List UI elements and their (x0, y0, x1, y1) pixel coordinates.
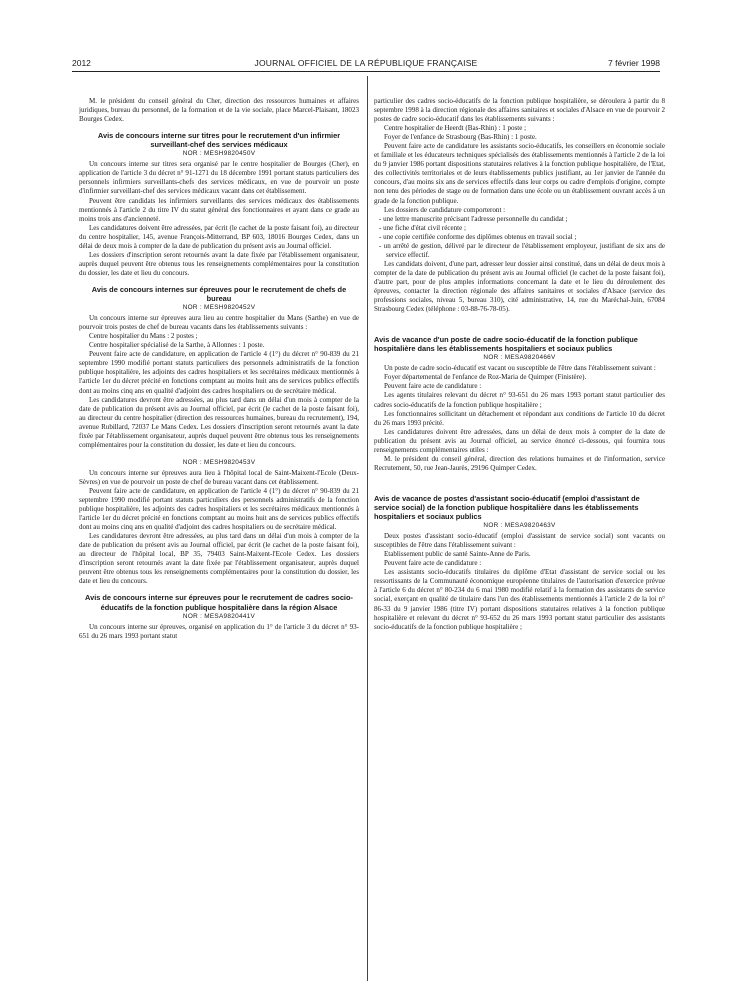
nor-reference: NOR : MESA9820466V (483, 354, 556, 362)
section-spacer (374, 473, 665, 487)
nor-reference: NOR : MESA9820441V (182, 612, 256, 620)
notice-paragraph: Les assistants socio-éducatifs titulaires du diplôme d'Etat d'assistant de service social ou les ressortissants de la Communauté économique européenne titulaires de l'autorisation d'exercice prévue à l'article 6 du décret n° 80-234 du 6 mai 1980 modifié relatif à la formation des assistants de service social, exerçant en qualité de titulaire dans l'un des établissements mentionnés à l'article 2 de la loi n° 86-33 du 9 janvier 1986 (titre IV) portant dispositions statutaires relatives à la fonction publique hospitalière et relevant du décret n° 93-652 du 26 mars 1993 portant statut particulier des assistants socio-éducatifs de la fonction publique hospitalière ; (374, 568, 665, 631)
list-item: - une copie certifiée conforme des diplômes obtenus en travail social ; (379, 232, 577, 241)
continuation-paragraph: particulier des cadres socio-éducatifs de la fonction publique hospitalière, se déroulera à partir du 8 septembre 1998 à la direction régionale des affaires sanitaires et sociales d'Alsace en vue de pourvoir 2 postes de cadre socio-éducatif dans les établissements suivants : (374, 97, 665, 124)
header-rule (72, 71, 660, 72)
notice-paragraph: Un concours interne sur épreuves, organisé en application du 1° de l'article 3 du décret n° 93-651 du 26 mars 1993 portant statut (79, 622, 359, 640)
list-item: - une lettre manuscrite précisant l'adresse personnelle du candidat ; (379, 214, 568, 223)
running-head (72, 58, 660, 72)
continuation-paragraph: Foyer de l'enfance de Strasbourg (Bas-Rhin) : 1 poste. (384, 133, 537, 142)
intro-paragraph: M. le président du conseil général du Cher, direction des ressources humaines et affaires juridiques, bureau du personnel, de la formation et de la vie sociale, place Marcel-Plaisant, 18023 Bourges Cedex. (79, 97, 359, 124)
notice-paragraph: Les candidatures doivent être adressées, dans un délai de deux mois à compter de la date de publication du présent avis au Journal officiel, au service énoncé ci-dessous, qui fournira tous renseignements complémentaires utiles : (374, 427, 665, 454)
notice-paragraph: Centre hospitalier spécialisé de la Sarthe, à Allonnes : 1 poste. (89, 341, 265, 350)
notice-paragraph: Un poste de cadre socio-éducatif est vacant ou susceptible de l'être dans l'établissement suivant : (384, 364, 656, 373)
closing-paragraph: Les candidats doivent, d'une part, adresser leur dossier ainsi constitué, dans un délai de deux mois à compter de la date de publication du présent avis au Journal officiel (le cachet de la poste faisant foi), d'autre part, pour de plus amples informations concernant la date et le lieu du déroulement des épreuves, contacter la direction régionale des affaires sanitaires et sociales d'Alsace (service des professions sociales, niveau 5, bureau 310), cité administrative, 14, rue du Maréchal-Juin, 67084 Strasbourg Cedex (téléphone : 03-88-76-78-05). (374, 259, 665, 314)
notice-title: Avis de vacance de postes d'assistant socio-éducatif (emploi d'assistant de service social) de la fonction publique hospitalière dans les établissements hospitaliers et sociaux publics (374, 493, 640, 522)
notice-paragraph: Les candidatures devront être adressées, au plus tard dans un délai d'un mois à compter de la date de publication du présent avis au Journal officiel, par écrit (le cachet de la poste faisant foi), au directeur de l'hôpital local, BP 35, 79403 Saint-Maixent-l'Ecole Cedex. Les dossiers d'inscription seront retournés avant la date fixée par l'établissement organisateur, auprès duquel peuvent être obtenus tous les renseignements complémentaires pour la constitution du dossier, les date et lieu du concours. (79, 532, 359, 586)
notice-paragraph: Deux postes d'assistant socio-éducatif (emploi d'assistant de service social) sont vacants ou susceptibles de l'être dans l'établissement suivant : (374, 532, 665, 550)
notice-paragraph: Peuvent faire acte de candidature : (384, 382, 482, 391)
notice-paragraph: M. le président du conseil général, direction des relations humaines et de l'information, service Recrutement, 50, rue Jean-Jaurès, 29196 Quimper Cedex. (374, 454, 665, 472)
issue-date: 7 février 1998 (608, 58, 660, 68)
notice-paragraph: Les candidatures doivent être adressées, par écrit (le cachet de la poste faisant foi), au directeur du centre hospitalier, 145, avenue François-Mitterrand, BP 603, 18016 Bourges Cedex, dans un délai de deux mois à compter de la date de publication du présent avis au Journal officiel. (79, 223, 359, 250)
notice-paragraph: Peuvent faire acte de candidature, en application de l'article 4 (1°) du décret n° 90-839 du 21 septembre 1990 modifié portant statuts particuliers des personnels administratifs de la fonction publique hospitalière, les adjoints des cadres hospitaliers et les secrétaires médicaux mentionnés à l'article 1er du décret précité en fonctions comptant au moins huit ans de services publics effectifs dont au moins cinq ans en qualité d'adjoint des cadres hospitaliers ou de secrétaire médical. (79, 350, 359, 395)
nor-reference: NOR : MESH9820452V (182, 304, 256, 312)
continuation-paragraph: Centre hospitalier de Heerdt (Bas-Rhin) : 1 poste ; (384, 124, 527, 133)
notice-paragraph: Un concours interne sur titres sera organisé par le centre hospitalier de Bourges (Cher), en application de l'article 3 du décret n° 91-1271 du 18 décembre 1991 portant statuts particuliers des personnels infirmiers surveillants-chefs des services médicaux, en vue de pourvoir un poste d'infirmier surveillant-chef des services médicaux vacant dans cet établissement. (79, 160, 359, 196)
page-number: 2012 (72, 58, 91, 68)
nor-reference: NOR : MESH9820453V (182, 458, 256, 466)
right-column (374, 97, 665, 990)
notice-title: Avis de vacance d'un poste de cadre socio-éducatif de la fonction publique hospitalière dans les établissements hospitaliers et sociaux publics (374, 335, 638, 354)
notice-paragraph: Les fonctionnaires sollicitant un détachement et répondant aux conditions de l'article 10 du décret du 26 mars 1993 précité. (374, 409, 665, 427)
list-item: - une fiche d'état civil récente ; (379, 223, 466, 232)
notice-title: Avis de concours interne sur titres pour le recrutement d'un infirmier surveillant-chef des services médicaux (97, 131, 341, 150)
continuation-paragraph: Les dossiers de candidature comporteront : (384, 205, 506, 214)
notice-paragraph: Les agents titulaires relevant du décret n° 93-651 du 26 mars 1993 portant statut particulier des cadres socio-éducatifs de la fonction publique hospitalière ; (374, 391, 665, 409)
nor-reference: NOR : MESH9820450V (182, 150, 256, 158)
notice-paragraph: Les candidatures devront être adressées, au plus tard dans un délai d'un mois à compter de la date de publication du présent avis au Journal officiel, par écrit (le cachet de la poste faisant foi), au directeur du centre hospitalier (direction des ressources humaines, bureau du recrutement), 194, avenue Rubillard, 72037 Le Mans Cedex. Les dossiers d'inscription seront retournés avant la date fixée par l'établissement organisateur, auprès duquel peuvent être obtenus tous les renseignements complémentaires pour la constitution du dossier, les date et lieu du concours. (79, 395, 359, 449)
continuation-paragraph: Peuvent faire acte de candidature les assistants socio-éducatifs, les conseillers en économie sociale et familiale et les éducateurs techniques spécialisés des établissements mentionnés à l'article 2 de la loi du 9 janvier 1986 portant dispositions statutaires relatives à la fonction publique hospitalière, de l'Etat, des collectivités territoriales et de leurs établissements publics justifiant, au 1er janvier de l'année du concours, d'au moins six ans de services effectifs dans leur corps ou cadre d'emplois d'origine, compte non tenu des périodes de stage ou de formation dans une école ou un établissement ouvrant accès à un grade de la fonction publique. (374, 142, 665, 205)
notice-paragraph: Peuvent faire acte de candidature, en application de l'article 4 (1°) du décret n° 90-839 du 21 septembre 1990 modifié portant statuts particuliers des personnels administratifs de la fonction publique hospitalière, les adjoints des cadres hospitaliers et les secrétaires médicaux mentionnés à l'article 1er du décret précité en fonctions comptant au moins huit ans de services publics effectifs dont au moins cinq ans en qualité d'adjoint des cadres hospitaliers ou de secrétaire médical. (79, 486, 359, 532)
list-item: - un arrêté de gestion, délivré par le directeur de l'établissement employeur, justifiant de six ans de service effectif. (379, 241, 665, 259)
notice-title: Avis de concours interne sur épreuves pour le recrutement de cadres socio-éducatifs de la fonction publique hospitalière dans la région Alsace (85, 593, 353, 612)
notice-paragraph: Un concours interne sur épreuves aura lieu au centre hospitalier du Mans (Sarthe) en vue de pourvoir trois postes de chef de bureau vacants dans les établissements suivants : (79, 314, 359, 332)
notice-paragraph: Centre hospitalier du Mans : 2 postes ; (89, 332, 198, 341)
notice-paragraph: Peuvent être candidats les infirmiers surveillants des services médicaux des établissements mentionnés à l'article 2 du titre IV du statut général des fonctionnaires et ayant dans ce grade au moins trois ans d'ancienneté. (79, 196, 359, 223)
notice-paragraph: Les dossiers d'inscription seront retournés avant la date fixée par l'établissement organisateur, auprès duquel peuvent être obtenus tous les renseignements complémentaires pour la constitution du dossier, les date et lieu du concours. (79, 250, 359, 277)
left-column (79, 97, 359, 990)
notice-paragraph: Peuvent faire acte de candidature : (384, 559, 482, 568)
nor-reference: NOR : MESA9820463V (483, 522, 556, 530)
notice-paragraph: Un concours interne sur épreuves aura lieu à l'hôpital local de Saint-Maixent-l'Ecole (Deux-Sèvres) en vue de pourvoir un poste de chef de bureau vacant dans cet établissement. (79, 468, 359, 486)
notice-title: Avis de concours internes sur épreuves pour le recrutement de chefs de bureau (91, 284, 347, 304)
notice-paragraph: Foyer départemental de l'enfance de Roz-Maria de Quimper (Finistère). (384, 373, 587, 382)
journal-title: JOURNAL OFFICIEL DE LA RÉPUBLIQUE FRANÇAISE (254, 58, 478, 68)
column-divider (367, 76, 368, 981)
notice-paragraph: Etablissement public de santé Sainte-Anne de Paris. (384, 550, 531, 559)
section-spacer (374, 314, 665, 328)
